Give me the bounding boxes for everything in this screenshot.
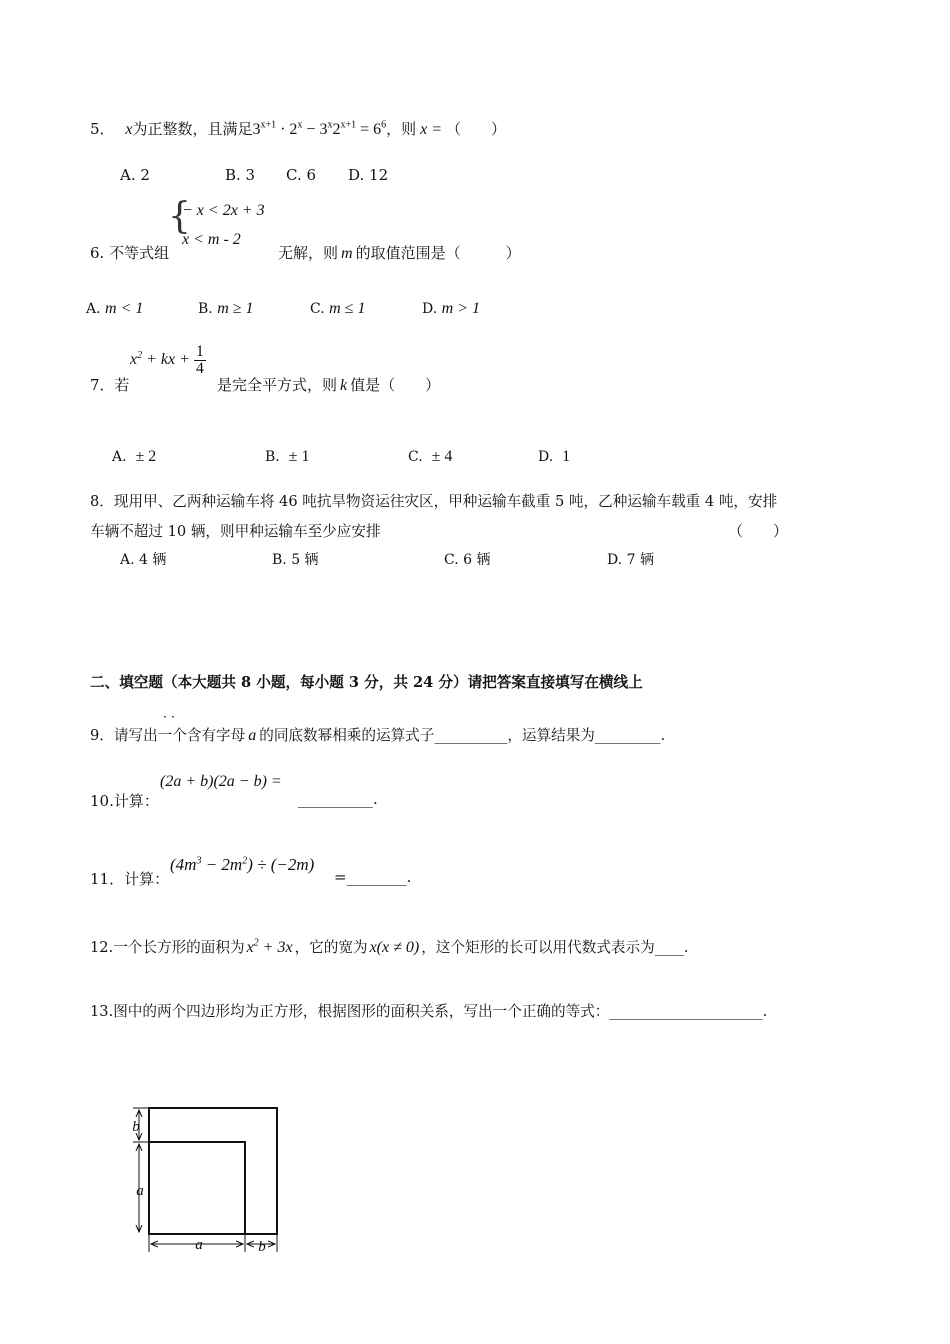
q8-option-b: B. 5 辆: [272, 552, 319, 568]
q5-tail: x =: [420, 121, 443, 138]
q6-option-c: C. m ≤ 1: [310, 300, 366, 317]
q7-option-c: C. ± 4: [408, 448, 453, 465]
q6-option-b: B. m ≥ 1: [198, 300, 254, 317]
label-a-left: a: [136, 1183, 144, 1199]
q5-text1: 为正整数，且满足: [132, 120, 253, 138]
q10-blank: __________.: [298, 790, 378, 808]
q8-line-2: 车辆不超过 10 辆，则甲种运输车至少应安排: [90, 523, 381, 540]
q6-text: 无解，则 m 的取值范围是（ ）: [278, 244, 521, 262]
q7-option-d: D. 1: [538, 448, 571, 465]
q9-emphasis-dots: ．．: [163, 706, 186, 720]
q6-inequality-2: x < m - 2: [182, 231, 241, 248]
q5-paren: （ ）: [446, 120, 507, 138]
q6-brace: {: [168, 196, 191, 237]
outer-square: [149, 1108, 277, 1234]
inner-square: [149, 1142, 245, 1234]
q11-number: 11．计算：: [90, 870, 170, 888]
q12-width-expr: x(x ≠ 0): [369, 939, 420, 956]
q11-blank: =________.: [334, 868, 412, 886]
q7-expression: $x^2$ + kx + $\frac{1}{4}$: [130, 343, 204, 377]
q5-number: 5．: [90, 120, 115, 138]
squares-figure: [128, 1100, 288, 1260]
section-2-title: 二、填空题（本大题共 8 小题，每小题 3 分，共 24 分）请把答案直接填写在横线上: [90, 674, 643, 691]
q9-line: 9．请写出一个含有字母 a 的同底数幂相乘的运算式子__________，运算结果为_________.: [90, 727, 666, 744]
q7-option-a: A. ± 2: [112, 448, 157, 465]
q10-expression: (2a + b)(2a − b) =: [160, 773, 282, 790]
q6-inequality-1: − x < 2x + 3: [182, 202, 265, 219]
q5-option-c: C. 6: [286, 166, 317, 184]
q13-line: 13.图中的两个四边形均为正方形，根据图形的面积关系，写出一个正确的等式：_____________________.: [90, 1003, 768, 1020]
label-a-bottom: a: [195, 1237, 203, 1253]
q8-option-c: C. 6 辆: [444, 552, 491, 568]
q12-line: 12.一个长方形的面积为 $x^2 + 3x$ ，它的宽为 x(x ≠ 0) ，这个矩形的长可以用代数式表示为____.: [90, 937, 689, 956]
q6-var: m: [341, 245, 353, 262]
q7-var: k: [340, 377, 348, 394]
q10-number: 10.计算：: [90, 792, 159, 810]
q7-option-b: B. ± 1: [265, 448, 310, 465]
q5-var: x: [125, 121, 133, 138]
q12-area-expr: $x^2 + 3x$: [246, 937, 293, 956]
q8-paren: （ ）: [728, 522, 789, 540]
q5-line: [90, 118, 506, 139]
q5-option-d: D. 12: [348, 166, 389, 184]
q6-option-a: A. m < 1: [86, 300, 144, 317]
q8-option-d: D. 7 辆: [607, 552, 654, 568]
q6-option-d: D. m > 1: [422, 300, 480, 317]
q5-equation: $3^{x+1} \cdot 2^x - 3^x2^{x+1} = 6^6$: [252, 119, 387, 138]
q5-option-b: B. 3: [225, 166, 256, 184]
q11-expression: $(4m^3 - 2m^2) \div (-2m)$: [170, 855, 315, 874]
q7-number: 7．若: [90, 376, 130, 394]
q8-option-a: A. 4 辆: [120, 552, 167, 568]
label-b-bottom: b: [258, 1239, 266, 1255]
q5-text2: ，则: [386, 120, 417, 138]
q8-line-1: 8．现用甲、乙两种运输车将 46 吨抗旱物资运往灾区，甲种运输车截重 5 吨，乙种运输车载重 4 吨，安排: [90, 493, 778, 510]
q9-var: a: [248, 727, 257, 744]
label-b-left: b: [132, 1119, 140, 1135]
q7-text: 是完全平方式，则 k 值是（ ）: [217, 376, 441, 394]
q6-number: 6. 不等式组: [90, 244, 170, 262]
q5-option-a: A. 2: [120, 166, 150, 184]
